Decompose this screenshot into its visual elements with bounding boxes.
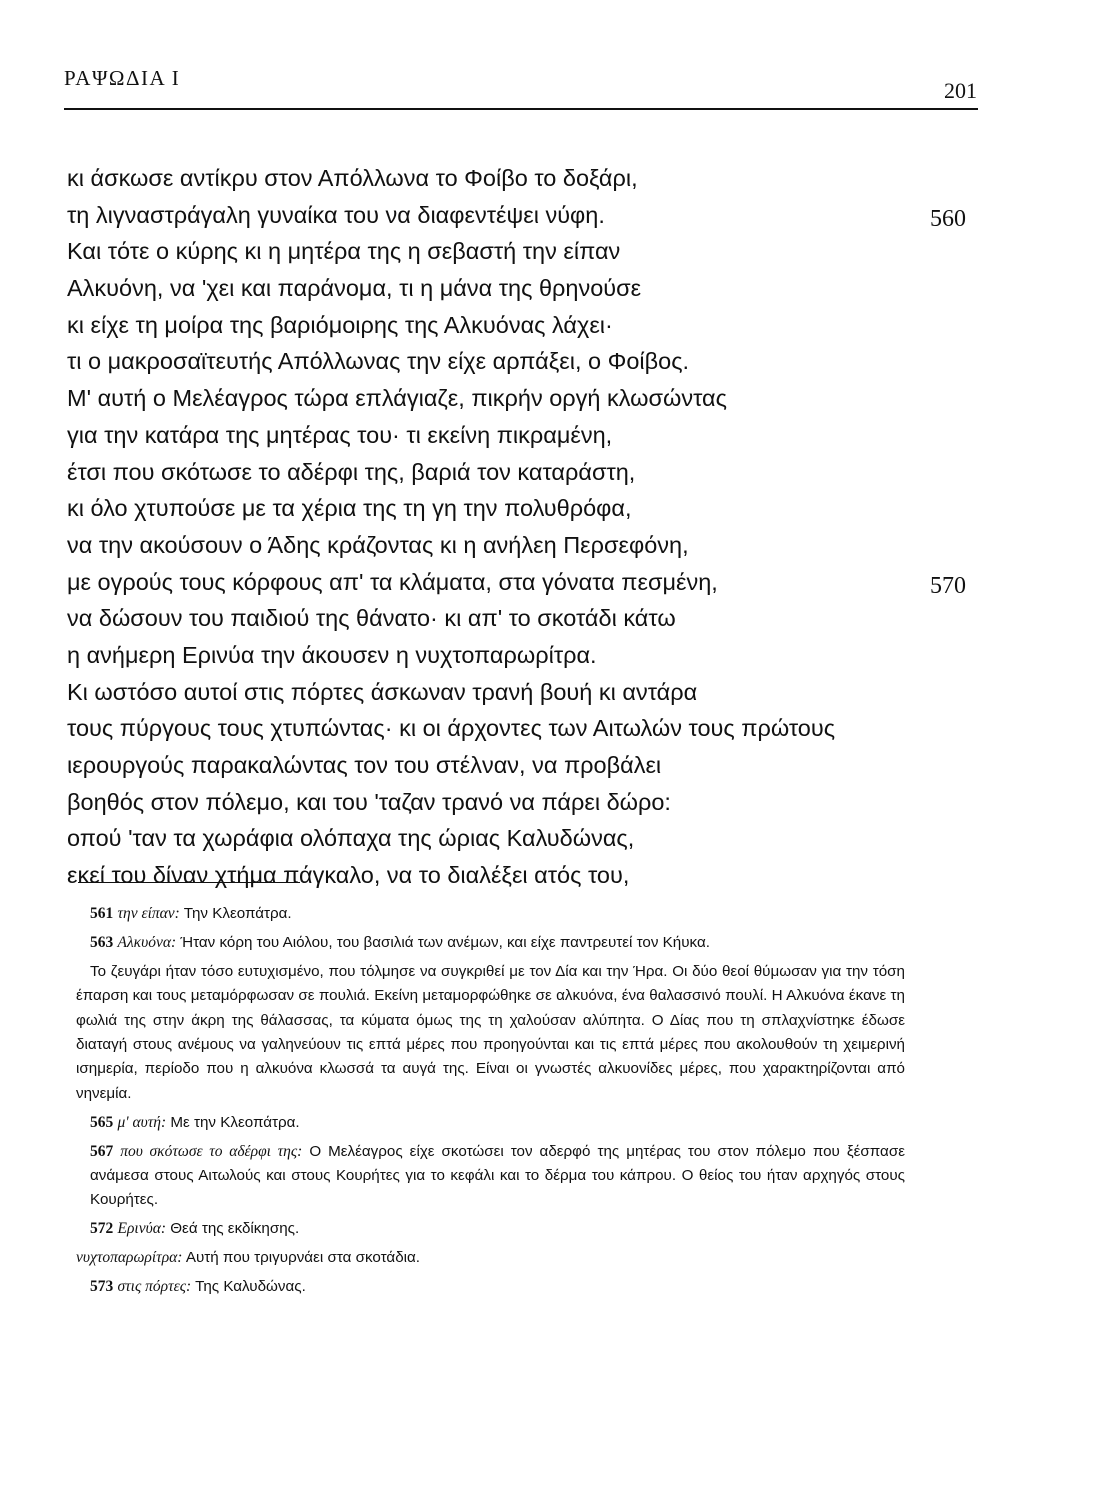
verse-line xyxy=(67,307,967,344)
verse-line xyxy=(67,857,967,894)
verse-line xyxy=(67,747,967,784)
verse-text: Κι ωστόσο αυτοί στις πόρτες άσκωναν τρανή βουή κι αντάρα xyxy=(67,678,698,705)
footnote-line-ref: 567 xyxy=(90,1142,114,1160)
footnote-term: Ερινύα: xyxy=(117,1220,166,1238)
footnote-term: που σκότωσε το αδέρφι της: xyxy=(120,1142,303,1160)
poem-text xyxy=(67,160,967,894)
footnote-term: νυχτοπαρωρίτρα: xyxy=(76,1249,183,1267)
footnote xyxy=(76,960,905,1106)
verse-text: οπού 'ταν τα χωράφια ολόπαχα της ώριας Καλυδώνας, xyxy=(67,825,635,852)
verse-line xyxy=(67,710,967,747)
footnote-line-ref: 563 xyxy=(90,933,114,951)
footnote-text: Ο Μελέαγρος είχε σκοτώσει τον αδερφό της μητέρας του στον πόλεμο που ξέσπασε ανάμεσα στους Αιτωλούς και στους Κουρήτες για το κεφάλι και το δέρμα του κάπρου. Ο θείος του ήταν αρχηγός στους Κουρήτες. xyxy=(90,1142,905,1209)
verse-text: τι ο μακροσαϊτευτής Απόλλωνας την είχε αρπάξει, ο Φοίβος. xyxy=(67,348,690,375)
verse-text: κι άσκωσε αντίκρυ στον Απόλλωνα το Φοίβο το δοξάρι, xyxy=(67,165,638,191)
line-number: 560 xyxy=(930,205,966,232)
verse-line xyxy=(67,490,967,527)
verse-text: τους πύργους τους χτυπώντας· κι οι άρχοντες των Αιτωλών τους πρώτους xyxy=(67,715,836,742)
footnote-text: Με την Κλεοπάτρα. xyxy=(170,1113,300,1131)
verse-line xyxy=(67,637,967,674)
verse-text: έτσι που σκότωσε το αδέρφι της, βαριά τον καταράστη, xyxy=(67,458,636,485)
verse-text: κι όλο χτυπούσε με τα χέρια της τη γη την πολυθρόφα, xyxy=(67,495,632,522)
footnote-term: μ' αυτή: xyxy=(117,1113,167,1131)
footnote-text: Ήταν κόρη του Αιόλου, του βασιλιά των ανέμων, και είχε παντρευτεί τον Κήυκα. xyxy=(180,933,710,951)
verse-text: να την ακούσουν ο Άδης κράζοντας κι η ανήλεη Περσεφόνη, xyxy=(67,531,689,558)
footnote-line-ref: 572 xyxy=(90,1220,114,1238)
footnote-line-ref: 573 xyxy=(90,1278,114,1296)
verse-text: ιερουργούς παρακαλώντας τον του στέλναν, να προβάλει xyxy=(67,752,662,778)
verse-text: εκεί του δίναν χτήμα πάγκαλο, να το διαλέξει ατός του, xyxy=(67,862,630,889)
verse-text: για την κατάρα της μητέρας του· τι εκείνη πικραμένη, xyxy=(67,421,613,448)
footnote-text: Αυτή που τριγυρνάει στα σκοτάδια. xyxy=(185,1249,421,1267)
verse-text: να δώσουν του παιδιού της θάνατο· κι απ' το σκοτάδι κάτω xyxy=(67,605,676,632)
footnote-text: Θεά της εκδίκησης. xyxy=(170,1220,300,1238)
footnote-line-ref: 565 xyxy=(90,1113,114,1131)
header-rule xyxy=(64,108,978,110)
footnote-term: στις πόρτες: xyxy=(117,1278,192,1296)
verse-line xyxy=(67,270,967,307)
verse-line xyxy=(67,343,967,380)
running-header: ΡΑΨΩΔΙΑ Ι xyxy=(64,66,181,90)
footnote xyxy=(90,902,905,926)
verse-text: βοηθός στον πόλεμο, και του 'ταζαν τρανό να πάρει δώρο: xyxy=(67,788,671,815)
verse-text: Μ' αυτή ο Μελέαγρος τώρα επλάγιαζε, πικρήν οργή κλωσώντας xyxy=(67,385,727,412)
footnote-text: Της Καλυδώνας. xyxy=(195,1278,306,1296)
verse-text: τη λιγναστράγαλη γυναίκα του να διαφεντέψει νύφη. xyxy=(67,201,605,228)
verse-line xyxy=(67,820,967,857)
verse-line xyxy=(67,160,967,197)
page-number: 201 xyxy=(944,78,977,103)
footnote-text: Το ζευγάρι ήταν τόσο ευτυχισμένο, που τόλμησε να συγκριθεί με τον Δία και την Ήρα. Οι δύο θεοί θύμωσαν για την τόση έπαρση και τους μεταμόρφωσαν σε πουλιά. Εκείνη μεταμορφώθηκε σε αλκυόνα, ένα θαλασσινό πουλί. Η Αλκυόνα έκανε τη φωλιά της στην άκρη της θάλασσας, τα κύματα όμως της τη χαλούσαν αλύπητα. Ο Δίας που τη σπλαχνίστηκε έδωσε διαταγή στους ανέμους να γαληνεύουν τις επτά μέρες που προηγούνται και τις επτά μέρες που ακολουθούν τη χειμερινή ισημερία, περίοδο που η αλκυόνα κλωσσά τα αυγά της. Είναι οι γνωστές αλκυονίδες μέρες, που χαρακτηρίζονται από νηνεμία. xyxy=(76,962,905,1102)
verse-line xyxy=(67,784,967,821)
footnote xyxy=(90,931,905,955)
footnote-line-ref: 561 xyxy=(90,905,114,922)
verse-text: Αλκυόνη, να 'χει και παράνομα, τι η μάνα της θρηνούσε xyxy=(67,275,642,302)
footnote xyxy=(90,1217,905,1241)
verse-line xyxy=(67,674,967,711)
verse-line xyxy=(67,233,967,270)
verse-line xyxy=(67,454,967,491)
footnotes xyxy=(76,902,905,1304)
footnote xyxy=(90,1111,905,1135)
footnote xyxy=(90,1275,905,1299)
verse-line xyxy=(67,564,967,601)
line-number: 570 xyxy=(930,572,966,599)
footnote xyxy=(76,1246,905,1270)
footnote xyxy=(90,1140,905,1213)
footnote-term: Αλκυόνα: xyxy=(117,933,177,951)
footnote-text: Την Κλεοπάτρα. xyxy=(183,905,292,922)
verse-line xyxy=(67,417,967,454)
verse-line xyxy=(67,380,967,417)
verse-line xyxy=(67,527,967,564)
verse-text: Και τότε ο κύρης κι η μητέρα της η σεβαστή την είπαν xyxy=(67,238,621,265)
verse-text: η ανήμερη Ερινύα την άκουσεν η νυχτοπαρωρίτρα. xyxy=(67,641,597,668)
footnote-term: την είπαν: xyxy=(117,905,180,922)
verse-line xyxy=(67,197,967,234)
verse-text: με ογρούς τους κόρφους απ' τα κλάματα, στα γόνατα πεσμένη, xyxy=(67,568,718,595)
footnote-rule xyxy=(78,882,300,883)
verse-line xyxy=(67,600,967,637)
verse-text: κι είχε τη μοίρα της βαριόμοιρης της Αλκυόνας λάχει· xyxy=(67,311,613,338)
